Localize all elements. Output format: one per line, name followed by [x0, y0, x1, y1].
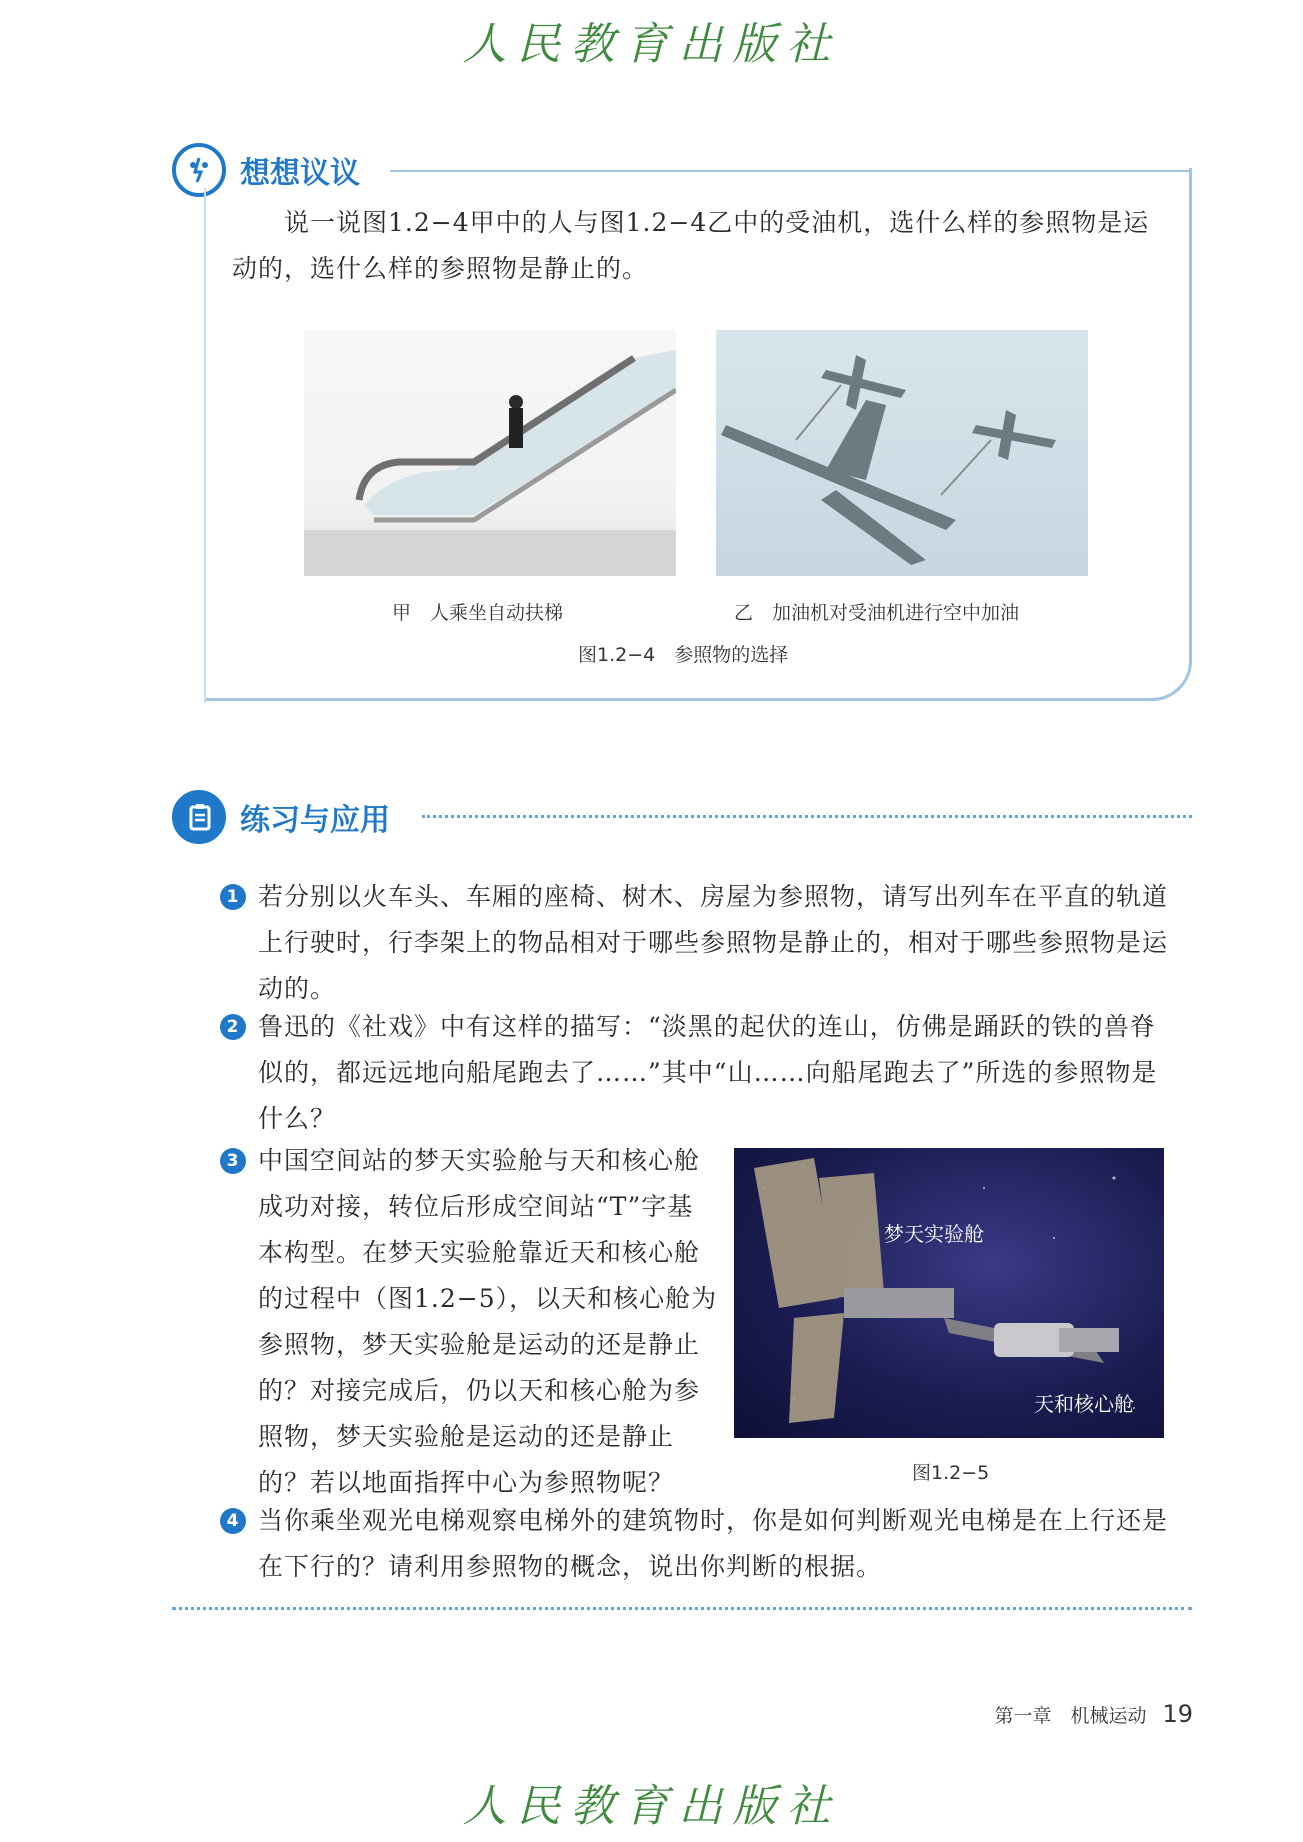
question-number: 4	[220, 1508, 246, 1534]
question-number: 2	[220, 1014, 246, 1040]
publisher-watermark: 人民教育出版社	[462, 19, 841, 70]
figure-caption: 图1.2−4 参照物的选择	[578, 644, 789, 666]
question-item	[226, 1138, 718, 1506]
think-paragraph: 说一说图1.2−4甲中的人与图1.2−4乙中的受油机，选什么样的参照物是运动的，选什么样的参照物是静止的。	[232, 208, 1150, 283]
question-number: 3	[220, 1148, 246, 1174]
mengtian-label: 梦天实验舱	[884, 1222, 984, 1246]
figure-b-caption: 乙 加油机对受油机进行空中加油	[734, 602, 1020, 624]
exercise-section-header	[172, 790, 390, 844]
figure5-caption: 图1.2−5	[912, 1462, 990, 1484]
question-text: 当你乘坐观光电梯观察电梯外的建筑物时，你是如何判断观光电梯是在上行还是在下行的？请利用参照物的概念，说出你判断的根据。	[258, 1506, 1169, 1581]
question-text: 鲁迅的《社戏》中有这样的描写：“淡黑的起伏的连山，仿佛是踊跃的铁的兽脊似的，都远远地向船尾跑去了……”其中“山……向船尾跑去了”所选的参照物是什么？	[258, 1012, 1158, 1133]
question-item	[226, 1498, 1178, 1590]
figure-a-caption: 甲 人乘坐自动扶梯	[392, 602, 564, 624]
space-station-photo	[734, 1148, 1164, 1438]
tianhe-label: 天和核心舱	[1034, 1392, 1134, 1416]
question-text: 若分别以火车头、车厢的座椅、树木、房屋为参照物，请写出列车在平直的轨道上行驶时，行李架上的物品相对于哪些参照物是静止的，相对于哪些参照物是运动的。	[258, 882, 1169, 1003]
exercise-section-title: 练习与应用	[240, 803, 390, 838]
clipboard-icon	[172, 790, 226, 844]
escalator-photo	[304, 330, 676, 576]
refueling-jets-photo	[716, 330, 1088, 576]
exercise-divider-top	[422, 815, 1192, 818]
think-section-title: 想想议议	[240, 156, 360, 191]
exercise-divider-bottom	[172, 1607, 1192, 1610]
question-item	[226, 1004, 1178, 1142]
page-footer	[994, 1700, 1193, 1728]
chapter-title: 第一章 机械运动	[994, 1705, 1147, 1727]
publisher-watermark-bottom: 人民教育出版社	[462, 1781, 841, 1832]
question-number: 1	[220, 884, 246, 910]
question-text: 中国空间站的梦天实验舱与天和核心舱成功对接，转位后形成空间站“T”字基本构型。在梦天实验舱靠近天和核心舱的过程中（图1.2−5），以天和核心舱为参照物，梦天实验舱是运动的还是静止的？对接完成后，仍以天和核心舱为参照物，梦天实验舱是运动的还是静止的？若以地面指挥中心为参照物呢？	[258, 1146, 718, 1497]
question-item	[226, 874, 1178, 1012]
page-number: 19	[1162, 1700, 1193, 1728]
